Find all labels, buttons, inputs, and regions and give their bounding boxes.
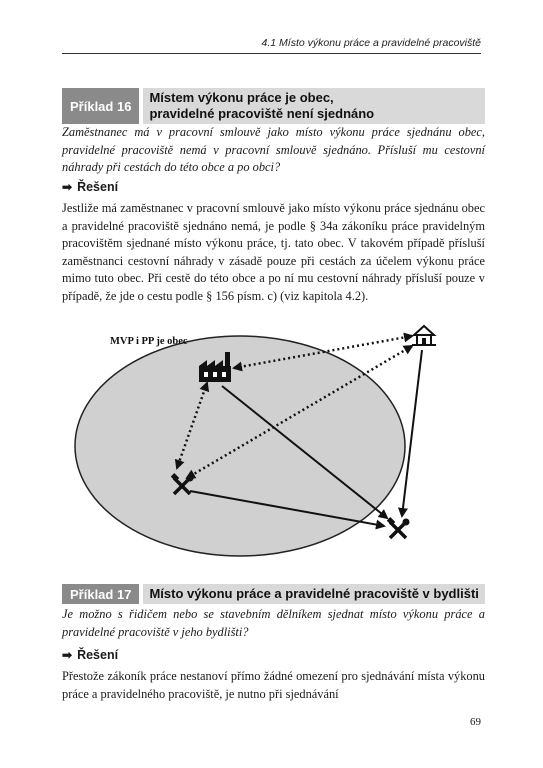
running-head: 4.1 Místo výkonu práce a pravidelné pracoviště: [261, 37, 481, 49]
example-16-solution-text: Jestliže má zaměstnanec v pracovní smlouvě jako místo výkonu práce sjednánu obec a pravidelné pracoviště sjednáno nemá, je podle § 34a zákoníku práce pravidelným pracovištěm sjednané místo výkonu práce, tj. tato obec. V takovém případě přísluší zaměstnanci cestovní náhrady v zásadě pouze při cestách za účelem výkonu práce mimo tuto obec. Při cestě do této obce a po ní mu cestovní náhrady přísluší pouze v případě, že jde o cestu podle § 156 písm. c) (viz kapitola 4.2).: [62, 201, 485, 303]
example-17-title: Místo výkonu práce a pravidelné pracoviště v bydlišti: [143, 584, 485, 604]
arrow-right-icon: ➡: [62, 180, 73, 194]
solid-arrow-home-tools2: [402, 350, 422, 516]
example-17-solution-label: Řešení: [77, 648, 119, 662]
example-16-solution-heading: [62, 180, 118, 194]
tools-icon: [387, 517, 410, 538]
example-17-solution-text: Přestože zákoník práce nestanoví přímo žádné omezení pro sjednávání místa výkonu práce a pravidelného pracoviště, je nutno při sjednávání: [62, 669, 485, 701]
example-17-header: [62, 584, 485, 604]
example-17-tag: Příklad 17: [62, 584, 139, 604]
header-rule: [62, 53, 481, 54]
workplace-diagram: [62, 318, 482, 573]
municipality-ellipse: [75, 336, 405, 556]
page-number: 69: [470, 716, 481, 728]
example-16-title-line1: Místem výkonu práce je obec,: [149, 90, 334, 105]
example-16-title-line2: pravidelné pracoviště není sjednáno: [149, 106, 375, 121]
example-16-solution-label: Řešení: [77, 180, 119, 194]
example-17-question: Je možno s řidičem nebo se stavebním dělníkem sjednat místo výkonu práce a pravidelné pracoviště v jeho bydlišti?: [62, 607, 485, 639]
example-16-title: [143, 88, 485, 124]
home-icon: [412, 326, 436, 346]
example-16-tag: Příklad 16: [62, 88, 139, 124]
example-16-question: Zaměstnanec má v pracovní smlouvě jako místo výkonu práce sjednánu obec, pravidelné pracoviště nemá v pracovní smlouvě sjednáno. Přísluší mu cestovní náhrady při cestách do této obce a po obci?: [62, 125, 485, 174]
example-17-solution-heading: [62, 648, 118, 662]
diagram-label: MVP i PP je obec: [110, 336, 188, 347]
example-16-header: [62, 88, 485, 124]
arrow-right-icon: ➡: [62, 648, 73, 662]
